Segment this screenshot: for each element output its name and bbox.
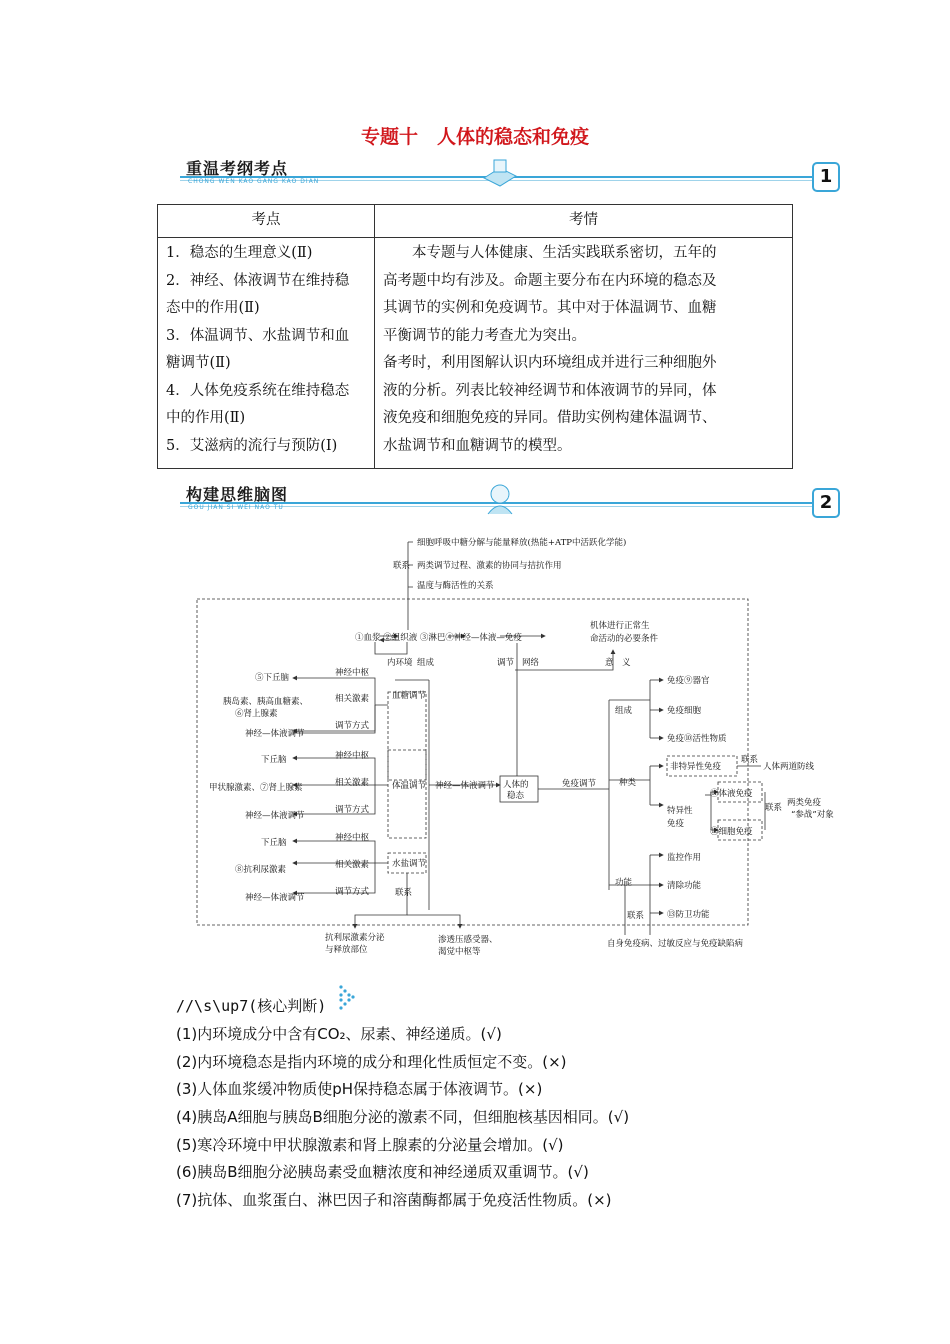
mm-defense: ⑬防卫功能	[667, 910, 710, 920]
point-line: 3．体温调节、水盐调节和血	[166, 327, 350, 344]
point-line: 5．艾滋病的流行与预防(Ⅰ)	[166, 437, 338, 454]
mm-zucheng-right: 组成	[615, 706, 633, 716]
mm-wangluo: 网络	[522, 658, 540, 668]
mm-immune: 免疫调节	[562, 779, 597, 789]
chevron-dots-icon	[338, 984, 356, 1010]
mm-twolines: 人体两道防线	[763, 762, 815, 772]
section-banner-2	[180, 478, 840, 522]
mm-hormone2: 甲状腺激素、⑦肾上腺素	[209, 783, 303, 793]
mm-lianxi-spec: 联系	[765, 803, 783, 813]
mm-top1: 细胞呼吸中糖分解与能量释放(热能+ATP中活跃化学能)	[417, 538, 627, 548]
situation-line: 平衡调节的能力考查尤为突出。	[383, 327, 586, 344]
section-banner-1	[180, 152, 840, 196]
mm-bottom2a: 渗透压感受器、	[438, 935, 498, 945]
mm-monitor: 监控作用	[667, 853, 702, 863]
mm-lianxi-top: 联系	[393, 561, 411, 571]
mm-label-center: 神经中枢	[335, 668, 370, 678]
mm-cond1: 机体进行正常生	[590, 621, 650, 631]
mm-humoral: ⑪体液免疫	[710, 789, 753, 799]
judgment-item: (4)胰岛A细胞与胰岛B细胞分泌的激素不同，但细胞核基因相同。(√)	[176, 1108, 630, 1126]
mm-zhonglei: 种类	[619, 778, 637, 788]
mm-lianxi-func: 联系	[627, 911, 645, 921]
judgment-item: (7)抗体、血浆蛋白、淋巴因子和溶菌酶都属于免疫活性物质。(×)	[176, 1191, 612, 1209]
mm-label-center: 神经中枢	[335, 833, 370, 843]
mm-label-mode: 调节方式	[335, 805, 370, 815]
thinking-girl-icon	[480, 480, 520, 516]
mm-water: 水盐调节	[392, 859, 427, 869]
section-number-badge: 1	[812, 162, 840, 192]
field-code-text: //\s\up7(核心判断)	[176, 997, 327, 1015]
mm-clear: 清除功能	[667, 881, 702, 891]
point-line: 态中的作用(Ⅱ)	[166, 300, 260, 316]
mind-map	[195, 530, 855, 960]
points-cell	[158, 238, 375, 469]
table-header-situation: 考情	[375, 205, 793, 238]
mm-label-hormone: 相关激素	[335, 694, 370, 704]
mm-top2: 两类调节过程、激素的协同与拮抗作用	[417, 561, 562, 571]
situation-line: 液免疫和细胞免疫的异同。借助实例构建体温调节、	[383, 410, 717, 426]
point-line: 4．人体免疫系统在维持稳态	[166, 382, 350, 399]
mm-twokind2: “参战”对象	[791, 810, 834, 820]
point-line: 2．神经、体液调节在维持稳	[166, 272, 350, 289]
mm-nhy2: 神经—体液调节	[245, 811, 305, 821]
situation-line: 其调节的实例和免疫调节。其中对于体温调节、血糖	[383, 300, 717, 316]
point-line: 1．稳态的生理意义(Ⅱ)	[166, 245, 313, 261]
point-line: 糖调节(Ⅱ)	[166, 355, 231, 371]
mm-nonspec: 非特异性免疫	[670, 762, 722, 772]
mm-bottom2b: 渴觉中枢等	[438, 947, 481, 957]
mm-active: 免疫⑩活性物质	[667, 734, 727, 744]
judgment-item: (3)人体血浆缓冲物质使pH保持稳态属于体液调节。(×)	[176, 1080, 543, 1098]
mm-temp: 体温调节	[392, 781, 427, 791]
mm-cells: 免疫细胞	[667, 706, 702, 716]
mm-diseases: 自身免疫病、过敏反应与免疫缺陷病	[607, 939, 744, 949]
mind-map-diagram	[195, 530, 855, 960]
mm-spec2: 免疫	[667, 819, 685, 829]
situation-line: 液的分析。列表比较神经调节和体液调节的异同，体	[383, 382, 717, 399]
mm-hormone1b: ⑥肾上腺素	[235, 709, 278, 719]
judgment-item: (6)胰岛B细胞分泌胰岛素受血糖浓度和神经递质双重调节。(√)	[176, 1163, 589, 1181]
mm-tiaojie: 调节	[497, 658, 515, 668]
mm-label-mode: 调节方式	[335, 887, 370, 897]
mm-nhy-center: 神经—体液调节	[435, 781, 495, 791]
mm-nhy3: 神经—体液调节	[245, 893, 305, 903]
mm-label-hormone: 相关激素	[335, 860, 370, 870]
table-header-points: 考点	[158, 205, 375, 238]
situation-line: 本专题与人体健康、生活实践联系密切，五年的	[383, 245, 717, 261]
banner-pinyin: GOU JIAN SI WEI NAO TU	[188, 504, 284, 511]
banner-heading: 构建思维脑图	[186, 485, 289, 504]
mm-cond2: 命活动的必要条件	[590, 634, 659, 644]
mm-bottom1b: 与释放部位	[325, 945, 368, 955]
situation-cell	[375, 238, 793, 469]
mm-yiyi: 意 义	[605, 658, 631, 668]
judgment-item: (5)寒冷环境中甲状腺激素和肾上腺素的分泌量会增加。(√)	[176, 1136, 564, 1154]
mm-steady1: 人体的	[503, 780, 529, 790]
page-title: 专题十 人体的稳态和免疫	[360, 126, 589, 148]
mm-bottom1a: 抗利尿激素分泌	[325, 933, 385, 943]
mm-zucheng: 组成	[417, 658, 435, 668]
mm-spec1: 特异性	[667, 806, 693, 816]
mm-label-center: 神经中枢	[335, 751, 370, 761]
mm-label-hormone: 相关激素	[335, 778, 370, 788]
mm-neihuanjing: 内环境	[387, 658, 413, 668]
mm-label-mode: 调节方式	[335, 721, 370, 731]
mm-nhy1: 神经—体液调节	[245, 729, 305, 739]
mm-lianxi-nonspec: 联系	[741, 755, 759, 765]
banner-heading: 重温考纲考点	[186, 159, 289, 178]
book-illustration-icon	[480, 154, 520, 190]
mm-steady2: 稳态	[507, 791, 525, 801]
mm-hormone1a: 胰岛素、胰高血糖素、	[223, 697, 309, 707]
mm-adh: ⑧抗利尿激素	[235, 865, 287, 875]
mm-gongneng: 功能	[615, 878, 633, 888]
banner-pinyin: CHONG WEN KAO GANG KAO DIAN	[188, 178, 320, 185]
judgment-item: (2)内环境稳态是指内环境的成分和理化性质恒定不变。(×)	[176, 1053, 567, 1071]
mm-twokind1: 两类免疫	[787, 798, 822, 808]
mm-hypo1: 下丘脑	[261, 755, 287, 765]
situation-line: 备考时，利用图解认识内环境组成并进行三种细胞外	[383, 355, 717, 371]
mm-hypo2: 下丘脑	[261, 838, 287, 848]
mm-env: ①血浆 ②组织液 ③淋巴④神经—体液—免疫	[355, 633, 522, 643]
mm-organ: 免疫⑨器官	[667, 676, 710, 686]
mm-top3: 温度与酶活性的关系	[417, 581, 494, 591]
situation-line: 高考题中均有涉及。命题主要分布在内环境的稳态及	[383, 272, 717, 289]
section-number-badge: 2	[812, 488, 840, 518]
situation-line: 水盐调节和血糖调节的模型。	[383, 437, 572, 454]
judgment-item: (1)内环境成分中含有CO₂、尿素、神经递质。(√)	[176, 1025, 502, 1043]
mm-n5: ⑤下丘脑	[255, 673, 290, 683]
point-line: 中的作用(Ⅱ)	[166, 410, 246, 426]
mm-blood: 血糖调节	[392, 691, 427, 701]
mm-lianxi-bottom: 联系	[395, 888, 413, 898]
exam-points-table	[157, 204, 793, 469]
mm-cellular: ⑫细胞免疫	[710, 827, 753, 837]
